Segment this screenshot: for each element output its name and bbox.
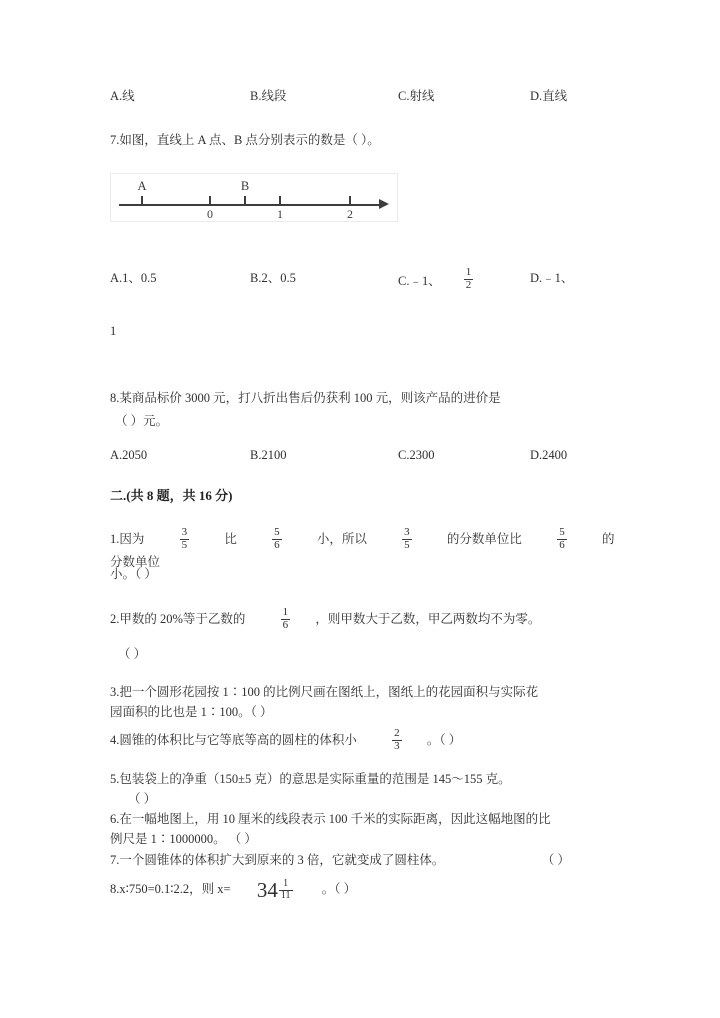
fraction-denominator: 6 [559, 538, 565, 551]
fraction-one-sixth [281, 607, 291, 631]
mixed-number-whole: 34 [256, 878, 278, 902]
tf-1-text-2: 比 [224, 531, 237, 546]
fraction-one-half [464, 267, 474, 291]
number-line-tick-label-0: 0 [207, 207, 213, 221]
fraction-numerator: 1 [282, 606, 289, 618]
question-8-stem-line-2: （ ）元。 [115, 414, 169, 428]
fraction-numerator: 2 [394, 727, 400, 739]
section-two-title: 二.(共 8 题，共 16 分) [110, 488, 233, 503]
tf-6-line-1: 6.在一幅地图上，用 10 厘米的线段表示 100 千米的实际距离，因此这幅地图的比 [110, 812, 551, 826]
number-line-figure [110, 173, 398, 222]
fraction-numerator: 5 [559, 526, 565, 538]
fraction-numerator: 5 [274, 526, 280, 538]
tf-7-line-1 [110, 851, 620, 870]
fraction-two-thirds [392, 728, 402, 752]
option-c[interactable]: C.射线 [398, 89, 435, 103]
fraction-numerator: 1 [465, 266, 472, 278]
tf-2-answer-blank[interactable]: （ ） [118, 647, 147, 661]
fraction-five-sixths [272, 527, 282, 551]
question-7-stem: 7.如图，直线上 A 点、B 点分别表示的数是（ ）。 [110, 133, 380, 147]
number-line-tick-label-2: 2 [347, 207, 353, 221]
fraction-denominator: 5 [181, 538, 188, 551]
option-b[interactable]: B.线段 [250, 89, 287, 103]
option-c-prefix: C.﹣1、 [398, 274, 441, 289]
question-8-options [110, 448, 622, 468]
number-line-tick-B [244, 196, 246, 205]
tf-8-answer-blank[interactable]: 。（ ） [321, 881, 357, 896]
tf-7-answer-blank[interactable]: （ ） [541, 853, 570, 867]
number-line-axis [119, 204, 381, 206]
tf-3-line-1: 3.把一个圆形花园按 1∶100 的比例尺画在图纸上，图纸上的花园面积与实际花 [110, 685, 539, 699]
true-false-item-2 [110, 608, 622, 632]
tf-7-text: 7.一个圆锥体的体积扩大到原来的 3 倍，它就变成了圆柱体。 [110, 853, 445, 867]
tf-2-text-1: 2.甲数的 20%等于乙数的 [110, 611, 246, 626]
option-d[interactable]: D.2400 [530, 448, 568, 462]
number-line-label-A: A [137, 179, 147, 193]
question-8-stem-line-1: 8.某商品标价 3000 元，打八折出售后仍获利 100 元，则该产品的进价是 [110, 391, 501, 405]
fraction-denominator: 5 [404, 538, 410, 551]
number-line-tick-1 [279, 196, 281, 205]
tf-4-text-1: 4.圆锥的体积比与它等底等高的圆柱的体积小 [110, 732, 357, 747]
tf-8-text-1: 8.x∶750=0.1∶2.2，则 x= [110, 881, 231, 896]
fraction-three-fifths [180, 527, 190, 551]
number-line-tick-2 [349, 196, 351, 205]
tf-2-text-2: ，则甲数大于乙数，甲乙两数均不为零。 [315, 611, 541, 626]
option-c[interactable] [398, 268, 476, 292]
fraction-denominator: 3 [394, 739, 400, 752]
number-line-arrow-icon [379, 199, 389, 209]
tf-1-text-1: 1.因为 [110, 531, 145, 546]
tf-5-line-1: 5.包装袋上的净重（150±5 克）的意思是实际重量的范围是 145～155 克。 [110, 772, 511, 786]
tf-6-line-2[interactable]: 例尺是 1∶1000000。 （ ） [110, 832, 257, 846]
tf-5-answer-blank[interactable]: （ ） [128, 792, 157, 806]
fraction-denominator: 6 [282, 618, 289, 631]
fraction-numerator: 3 [404, 526, 410, 538]
fraction-numerator: 3 [181, 526, 188, 538]
tf-1-answer-blank[interactable]: 小。（ ） [110, 567, 157, 581]
mixed-number-fraction [279, 879, 293, 901]
tf-4-text-2[interactable]: 。（ ） [426, 732, 462, 747]
tf-1-text-4: 的分数单位比 [446, 531, 522, 546]
question-7-option-d-continued: 1 [110, 324, 117, 338]
option-c[interactable]: C.2300 [398, 448, 435, 462]
true-false-item-8 [110, 873, 622, 907]
mixed-number-34-1-11 [257, 873, 296, 907]
fraction-denominator: 11 [280, 889, 291, 901]
option-d[interactable]: D.﹣1、 [530, 271, 574, 285]
fraction-three-fifths [402, 527, 412, 551]
option-b[interactable]: B.2100 [250, 448, 287, 462]
question-7-options [110, 266, 622, 291]
fraction-denominator: 2 [465, 278, 472, 291]
tf-1-text-5: 的分数单位 [110, 531, 615, 570]
option-a[interactable]: A.2050 [110, 448, 148, 462]
true-false-item-4 [110, 729, 622, 753]
number-line-tick-0 [209, 196, 211, 205]
number-line-tick-label-1: 1 [277, 207, 283, 221]
option-a[interactable]: A.线 [110, 89, 135, 103]
number-line-label-B: B [240, 179, 250, 193]
fraction-numerator: 1 [283, 878, 289, 889]
option-d[interactable]: D.直线 [530, 89, 568, 103]
question-6-options [110, 86, 622, 106]
fraction-denominator: 6 [274, 538, 280, 551]
tf-1-text-3: 小，所以 [316, 531, 367, 546]
option-a[interactable]: A.1、0.5 [110, 271, 157, 285]
number-line-tick-A [141, 196, 143, 205]
tf-3-line-2[interactable]: 园面积的比也是 1∶100。（ ） [110, 705, 273, 719]
fraction-five-sixths [557, 527, 567, 551]
option-b[interactable]: B.2、0.5 [250, 271, 296, 285]
